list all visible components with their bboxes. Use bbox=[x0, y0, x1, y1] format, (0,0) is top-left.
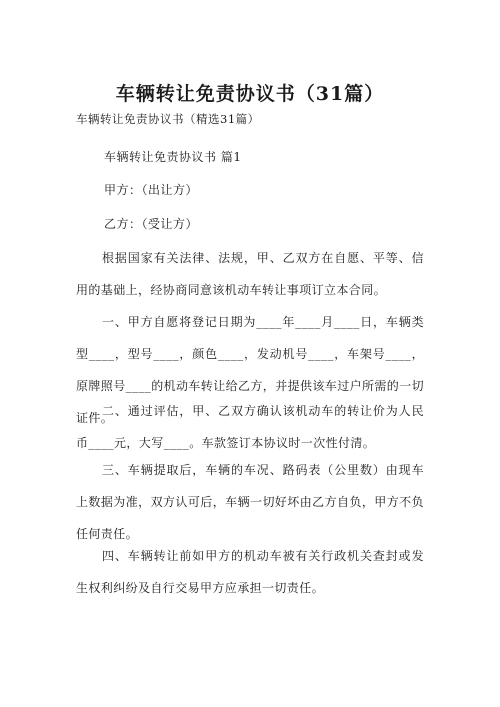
party-a-line: 甲方：（出让方） bbox=[104, 183, 199, 197]
document-subtitle: 车辆转让免责协议书（精选31篇） bbox=[76, 112, 260, 126]
paragraph-clause-1: 一、甲方自愿将登记日期为____年____月____日，车辆类型____，型号____，颜色____，发动机号____，车架号____，原牌照号____的机动车转让给乙方，并提供该车过户所需的一切证件。 bbox=[76, 315, 425, 425]
party-b-line: 乙方：（受让方） bbox=[104, 217, 199, 231]
paragraph-clause-2: 二、通过评估，甲、乙双方确认该机动车的转让价为人民币____元，大写____。车款签订本协议时一次性付清。 bbox=[76, 404, 424, 450]
section-heading: 车辆转让免责协议书 篇1 bbox=[104, 150, 242, 164]
paragraph-clause-3: 三、车辆提取后，车辆的车况、路码表（公里数）由现车上数据为准，双方认可后，车辆一切好坏由乙方自负，甲方不负任何责任。 bbox=[76, 463, 424, 541]
paragraph-clause-4: 四、车辆转让前如甲方的机动车被有关行政机关查封或发生权利纠纷及自行交易甲方应承担一切责任。 bbox=[76, 549, 424, 595]
paragraph-intro: 根据国家有关法律、法规，甲、乙双方在自愿、平等、信用的基础上，经协商同意该机动车转让事项订立本合同。 bbox=[76, 251, 424, 297]
document-title: 车辆转让免责协议书（31篇） bbox=[115, 83, 385, 105]
